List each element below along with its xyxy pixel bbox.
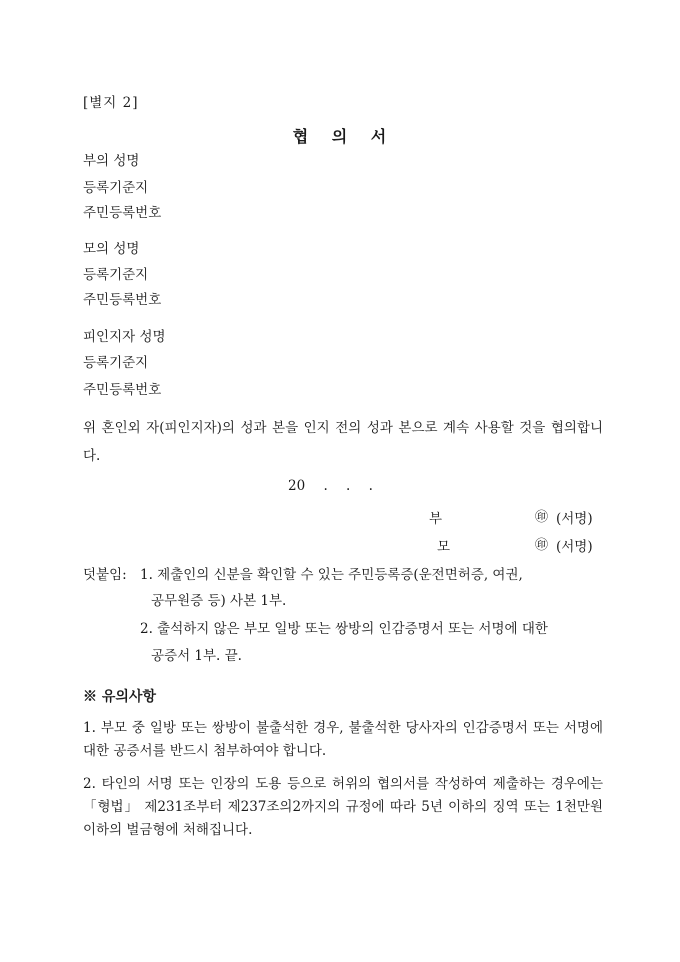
father-signature-note: (서명)	[556, 511, 593, 527]
father-domicile-label: 등록기준지	[83, 180, 149, 196]
mother-id-label: 주민등록번호	[83, 292, 162, 308]
appendix-label: [별지 2]	[83, 95, 139, 111]
note-item-1: 1. 부모 중 일방 또는 쌍방이 불출석한 경우, 불출석한 당사자의 인감증명서 또는 서명에 대한 공증서를 반드시 첨부하여야 합니다.	[83, 720, 603, 759]
attachment-item-2-line1: 2. 출석하지 않은 부모 일방 또는 쌍방의 인감증명서 또는 서명에 대한	[140, 621, 548, 637]
notes-heading: ※ 유의사항	[83, 689, 156, 705]
father-seal-mark: ㊞	[535, 510, 549, 525]
attachments-label: 덧붙임:	[83, 567, 127, 583]
father-id-label: 주민등록번호	[83, 205, 162, 221]
mother-domicile-label: 등록기준지	[83, 267, 149, 283]
note-item-2: 2. 타인의 서명 또는 인장의 도용 등으로 허위의 협의서를 작성하여 제출하는 경우에는 「형법」 제231조부터 제237조의2까지의 규정에 따라 5년 이하의 징역 또는 1천만원 이하의 벌금형에 처해집니다.	[83, 776, 603, 838]
mother-signature-role: 모	[437, 539, 451, 555]
father-name-label: 부의 성명	[83, 153, 140, 169]
attachment-item-1-line1: 1. 제출인의 신분을 확인할 수 있는 주민등록증(운전면허증, 여권,	[140, 567, 523, 583]
mother-signature-note: (서명)	[556, 539, 593, 555]
mother-name-label: 모의 성명	[83, 241, 140, 257]
attachment-item-1-line2: 공무원증 등) 사본 1부.	[151, 593, 287, 609]
agreement-statement: 위 혼인외 자(피인지자)의 성과 본을 인지 전의 성과 본으로 계속 사용할 것을 협의합니다.	[83, 420, 603, 464]
child-name-label: 피인지자 성명	[83, 329, 166, 345]
document-title: 협 의 서	[292, 127, 388, 146]
child-id-label: 주민등록번호	[83, 382, 162, 398]
mother-seal-mark: ㊞	[535, 538, 549, 553]
child-domicile-label: 등록기준지	[83, 355, 149, 371]
father-signature-role: 부	[429, 511, 443, 527]
agreement-date: 20 . . .	[288, 478, 373, 494]
attachment-item-2-line2: 공증서 1부. 끝.	[151, 648, 242, 664]
